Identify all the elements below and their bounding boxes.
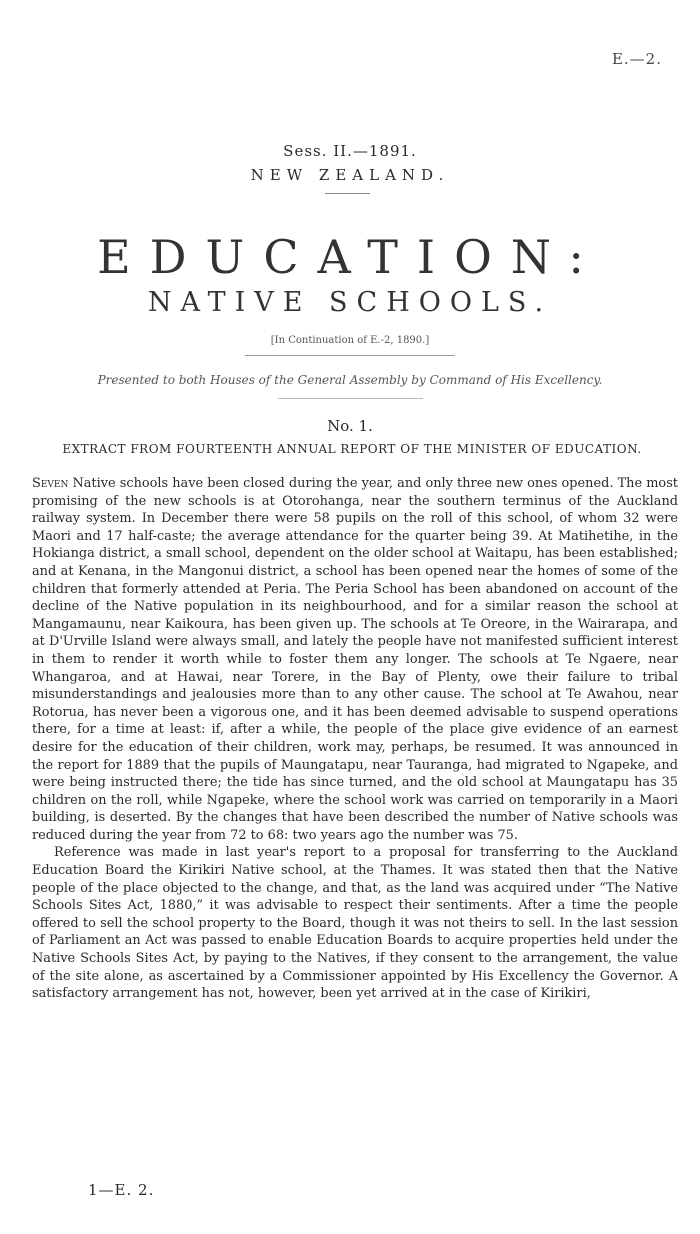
session-line: Sess. II.—1891. — [283, 142, 417, 160]
section-number: No. 1. — [327, 417, 373, 435]
document-title: EDUCATION: — [97, 230, 603, 284]
document-subtitle: NATIVE SCHOOLS. — [147, 287, 553, 318]
divider-rule — [278, 398, 423, 399]
paragraph: Reference was made in last year's report to a proposal for transferring to the Auckland Education Board the Kirikiri Native school, at the Thames. It was stated then that the Native people of the place objected to the change, and that, as the land was acquired under “The Native Schools Sites Act, 1880,” it was advisable to respect their sentiments. After a time the people offered to sell the school property to the Board, though it was not theirs to sell. In the last session of Parliament an Act was passed to enable Education Boards to acquire properties held under the Native Schools Sites Act, by paying to the Natives, if they consent to the arrangement, the value of the site alone, as ascertained by a Commissioner appointed by His Excellency the Governor. A satisfactory arrangement has not, however, been yet arrived at in the case of Kirikiri, — [32, 845, 678, 1002]
paper-reference: E.—2. — [611, 50, 662, 68]
divider-rule — [245, 355, 455, 356]
presented-line: Presented to both Houses of the General Assembly by Command of His Excellency. — [97, 373, 603, 387]
signature-mark: 1—E. 2. — [88, 1181, 155, 1199]
lead-word: Seven — [32, 476, 69, 491]
divider-rule — [325, 193, 370, 194]
report-body — [32, 475, 678, 1003]
paragraph-text: Native schools have been closed during the year, and only three new ones opened. The most promising of the new schools is at Otorohanga, near the southern terminus of the Auckland railway system. In December there were 58 pupils on the roll of this school, of whom 32 were Maori and 17 half-caste; the average attendance for the quarter being 39. At Matihetihe, in the Hokianga district, a small school, dependent on the older school at Waitapu, has been established; and at Kenana, in the Mangonui district, a school has been opened near the homes of some of the children that formerly attended at Peria. The Peria School has been abandoned on account of the decline of the Native population in its neighbourhood, and for a similar reason the school at Mangamaunu, near Kaikoura, has been given up. The schools at Te Oreore, in the Wairarapa, and at D'Urville Island were always small, and lately the people have not manifested sufficient interest in them to render it worth while to foster them any longer. The schools at Te Ngaere, near Whangaroa, and at Hawai, near Torere, in the Bay of Plenty, owe their failure to tribal misunderstandings and jealousies more than to any other cause. The school at Te Awahou, near Rotorua, has never been a vigorous one, and it has been deemed advisable to suspend operations there, for a time at least: if, after a while, the people of the place give evidence of an earnest desire for the education of their children, work may, perhaps, be resumed. It was announced in the report for 1889 that the pupils of Maungatapu, near Tauranga, had migrated to Ngapeke, and were being instructed there; the tide has since turned, and the old school at Maungatapu has 35 children on the roll, while Ngapeke, where the school work was carried on temporarily in a Maori building, is deserted. By the changes that have been described the number of Native schools was reduced during the year from 72 to 68: two years ago the number was 75. — [32, 476, 678, 843]
paragraph — [32, 475, 678, 844]
section-heading: EXTRACT FROM FOURTEENTH ANNUAL REPORT OF THE MINISTER OF EDUCATION. — [62, 442, 642, 456]
country-line: NEW ZEALAND. — [250, 166, 450, 184]
continuation-note: [In Continuation of E.-2, 1890.] — [270, 335, 430, 346]
